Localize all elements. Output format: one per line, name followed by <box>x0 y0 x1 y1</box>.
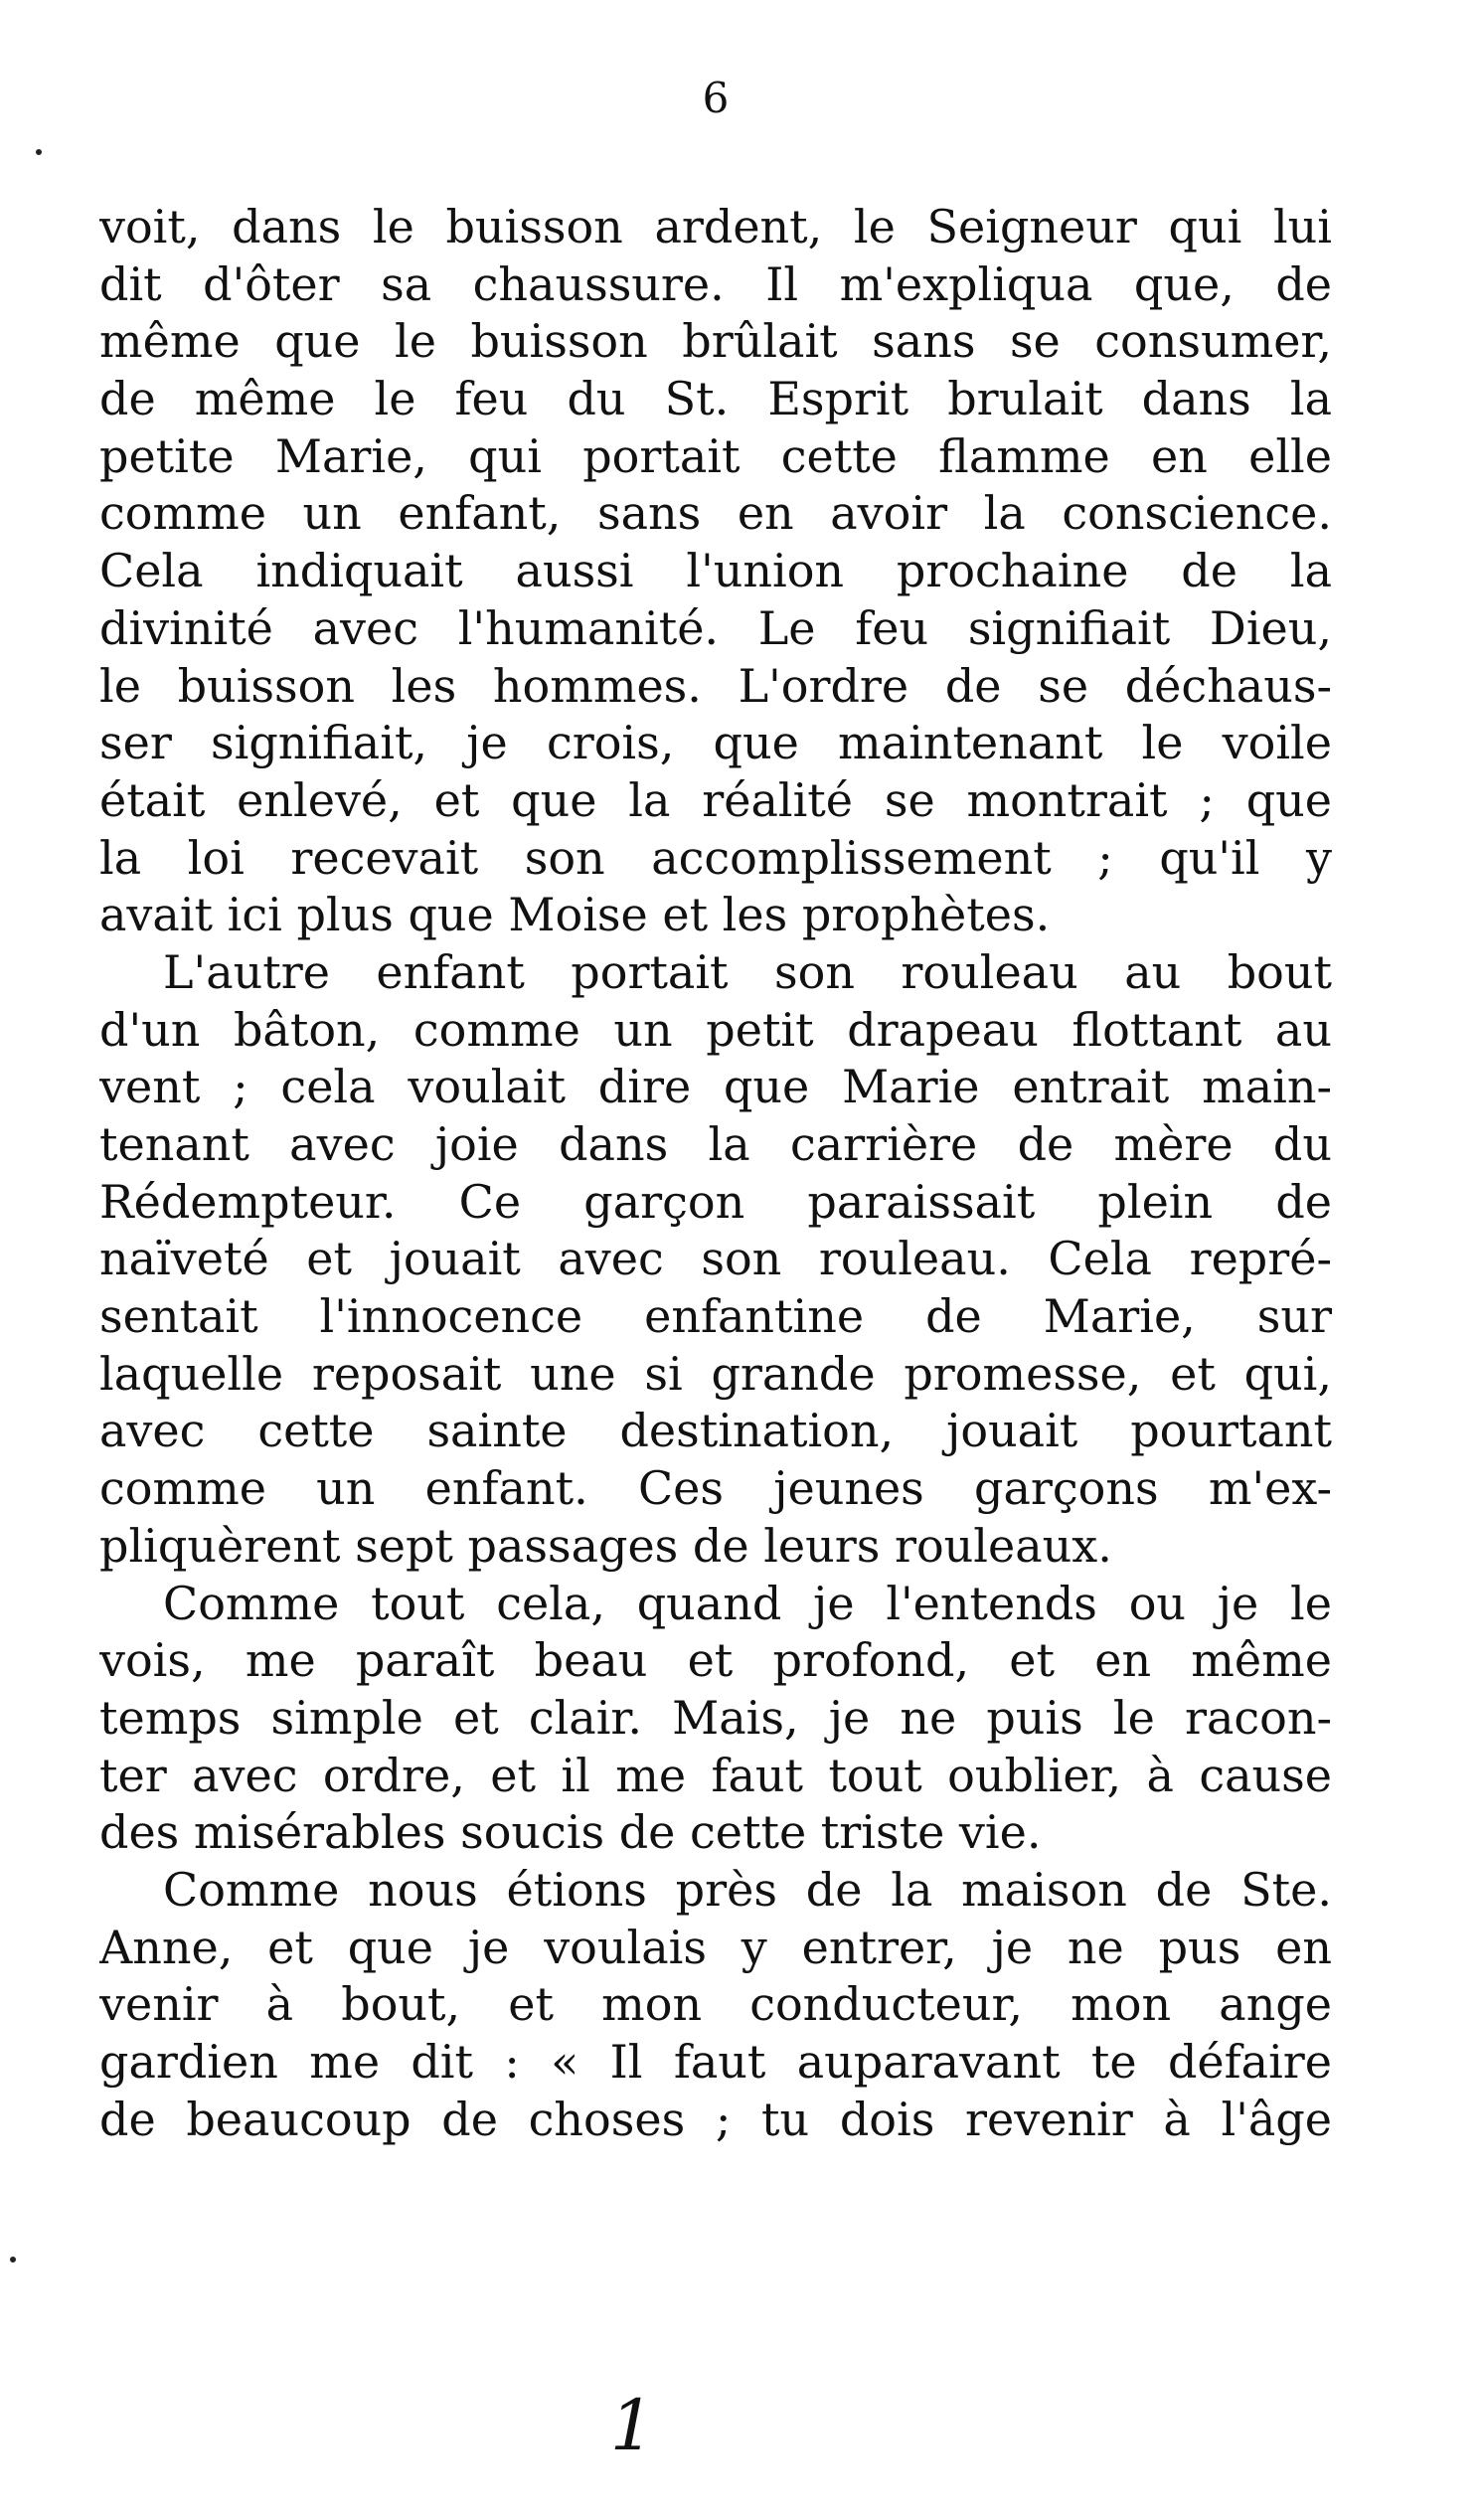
body-text <box>99 199 1332 2148</box>
text-line: ter avec ordre, et il me faut tout oublier, à cause <box>99 1748 1332 1802</box>
text-line: le buisson les hommes. L'ordre de se déchaus- <box>99 658 1332 713</box>
text-line: avec cette sainte destination, jouait pourtant <box>99 1404 1332 1458</box>
text-line: dit d'ôter sa chaussure. Il m'expliqua que, de <box>99 256 1332 311</box>
text-line: divinité avec l'humanité. Le feu signifiait Dieu, <box>99 600 1332 655</box>
text-line: la loi recevait son accomplissement ; qu'il y <box>99 830 1332 885</box>
text-line: gardien me dit : « Il faut auparavant te défaire <box>99 2035 1332 2089</box>
text-line: avait ici plus que Moise et les prophètes. <box>99 888 1051 942</box>
text-line: était enlevé, et que la réalité se montrait ; que <box>99 772 1332 827</box>
text-line: comme un enfant, sans en avoir la conscience. <box>99 486 1332 541</box>
text-line: Comme tout cela, quand je l'entends ou je le <box>163 1576 1332 1630</box>
ink-speck <box>10 2257 16 2263</box>
text-line: petite Marie, qui portait cette flamme en elle <box>99 428 1332 483</box>
text-line: Rédempteur. Ce garçon paraissait plein de <box>99 1174 1332 1229</box>
page-number: 6 <box>702 74 730 122</box>
text-line: des misérables soucis de cette triste vie. <box>99 1805 1042 1860</box>
text-line: Cela indiquait aussi l'union prochaine de la <box>99 544 1332 598</box>
text-line: Comme nous étions près de la maison de Ste. <box>163 1862 1332 1917</box>
text-line: voit, dans le buisson ardent, le Seigneur qui lui <box>99 200 1332 253</box>
text-line: L'autre enfant portait son rouleau au bout <box>163 944 1332 999</box>
text-line: venir à bout, et mon conducteur, mon ange <box>99 1977 1332 2032</box>
text-line: laquelle reposait une si grande promesse, et qui, <box>99 1346 1332 1401</box>
text-line: de beaucoup de choses ; tu dois revenir à l'âge <box>99 2092 1332 2146</box>
text-line: comme un enfant. Ces jeunes garçons m'ex- <box>99 1461 1332 1516</box>
text-line: naïveté et jouait avec son rouleau. Cela repré- <box>99 1232 1332 1286</box>
signature-mark: 1 <box>609 2385 655 2466</box>
text-line: pliquèrent sept passages de leurs rouleaux. <box>99 1518 1112 1573</box>
text-line: tenant avec joie dans la carrière de mère du <box>99 1117 1332 1171</box>
text-line: ser signifiait, je crois, que maintenant le voile <box>99 716 1332 770</box>
text-line: vois, me paraît beau et profond, et en même <box>99 1633 1332 1688</box>
text-line: même que le buisson brûlait sans se consumer, <box>99 314 1332 369</box>
text-line: d'un bâton, comme un petit drapeau flottant au <box>99 1002 1332 1057</box>
text-line: vent ; cela voulait dire que Marie entrait main- <box>99 1060 1332 1114</box>
text-line: de même le feu du St. Esprit brulait dans la <box>99 372 1332 426</box>
text-line: Anne, et que je voulais y entrer, je ne pus en <box>99 1920 1332 1974</box>
text-line: sentait l'innocence enfantine de Marie, sur <box>99 1289 1332 1344</box>
ink-speck <box>36 149 42 155</box>
text-line: temps simple et clair. Mais, je ne puis le racon- <box>99 1690 1332 1745</box>
